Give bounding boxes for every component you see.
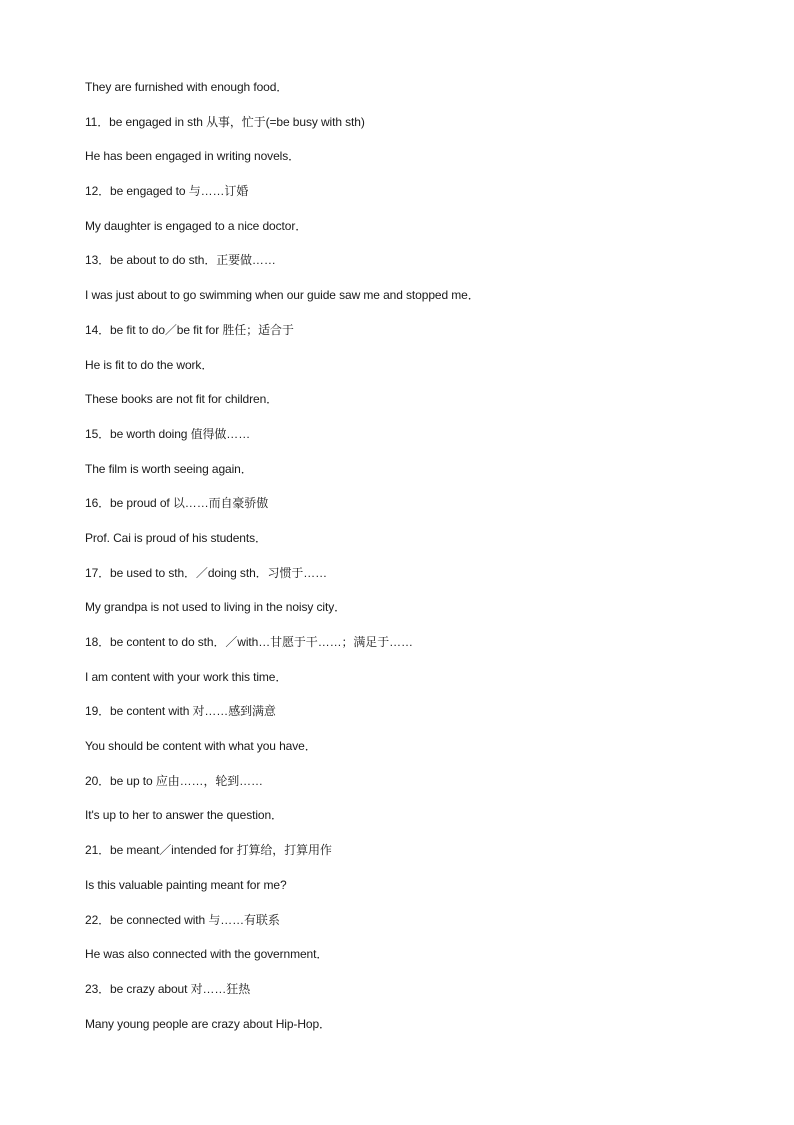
example-sentence: He is fit to do the work． <box>85 357 214 372</box>
example-sentence: The film is worth seeing again． <box>85 461 253 476</box>
phrase-heading: 15．be worth doing 值得做…… <box>85 426 251 441</box>
phrase-heading: 21．be meant／intended for 打算给，打算用作 <box>85 843 332 858</box>
example-sentence: Prof. Cai is proud of his students． <box>85 530 267 545</box>
example-sentence: I am content with your work this time． <box>85 669 288 684</box>
phrase-heading: 11．be engaged in sth 从事，忙于(=be busy with sth) <box>85 114 365 129</box>
example-sentence: Many young people are crazy about Hip-Hop． <box>85 1016 331 1031</box>
example-sentence: It's up to her to answer the question． <box>85 808 283 823</box>
phrase-heading: 12．be engaged to 与……订婚 <box>85 184 249 199</box>
text-line: They are furnished with enough food． <box>85 80 289 94</box>
example-sentence: I was just about to go swimming when our guide saw me and stopped me． <box>85 288 480 303</box>
example-sentence: These books are not fit for children． <box>85 392 279 407</box>
example-sentence: My grandpa is not used to living in the noisy city． <box>85 600 347 615</box>
phrase-heading: 19．be content with 对……感到满意 <box>85 704 276 719</box>
phrase-heading: 14．be fit to do／be fit for 胜任；适合于 <box>85 322 294 337</box>
example-sentence: He was also connected with the government． <box>85 947 329 962</box>
text-body <box>85 78 765 1049</box>
example-sentence: You should be content with what you have． <box>85 739 317 754</box>
phrase-heading: 13．be about to do sth．正要做…… <box>85 253 276 268</box>
example-sentence: He has been engaged in writing novels． <box>85 149 301 164</box>
phrase-heading: 18．be content to do sth．／with…甘愿于干……；满足于…… <box>85 635 413 649</box>
example-sentence: Is this valuable painting meant for me? <box>85 877 287 892</box>
phrase-heading: 16．be proud of 以……而自豪骄傲 <box>85 496 269 511</box>
phrase-heading: 22．be connected with 与……有联系 <box>85 912 280 927</box>
phrase-heading: 17．be used to sth．／doing sth．习惯于…… <box>85 565 328 580</box>
phrase-heading: 23．be crazy about 对……狂热 <box>85 981 251 996</box>
phrase-heading: 20．be up to 应由……，轮到…… <box>85 773 263 788</box>
example-sentence: My daughter is engaged to a nice doctor． <box>85 218 308 233</box>
